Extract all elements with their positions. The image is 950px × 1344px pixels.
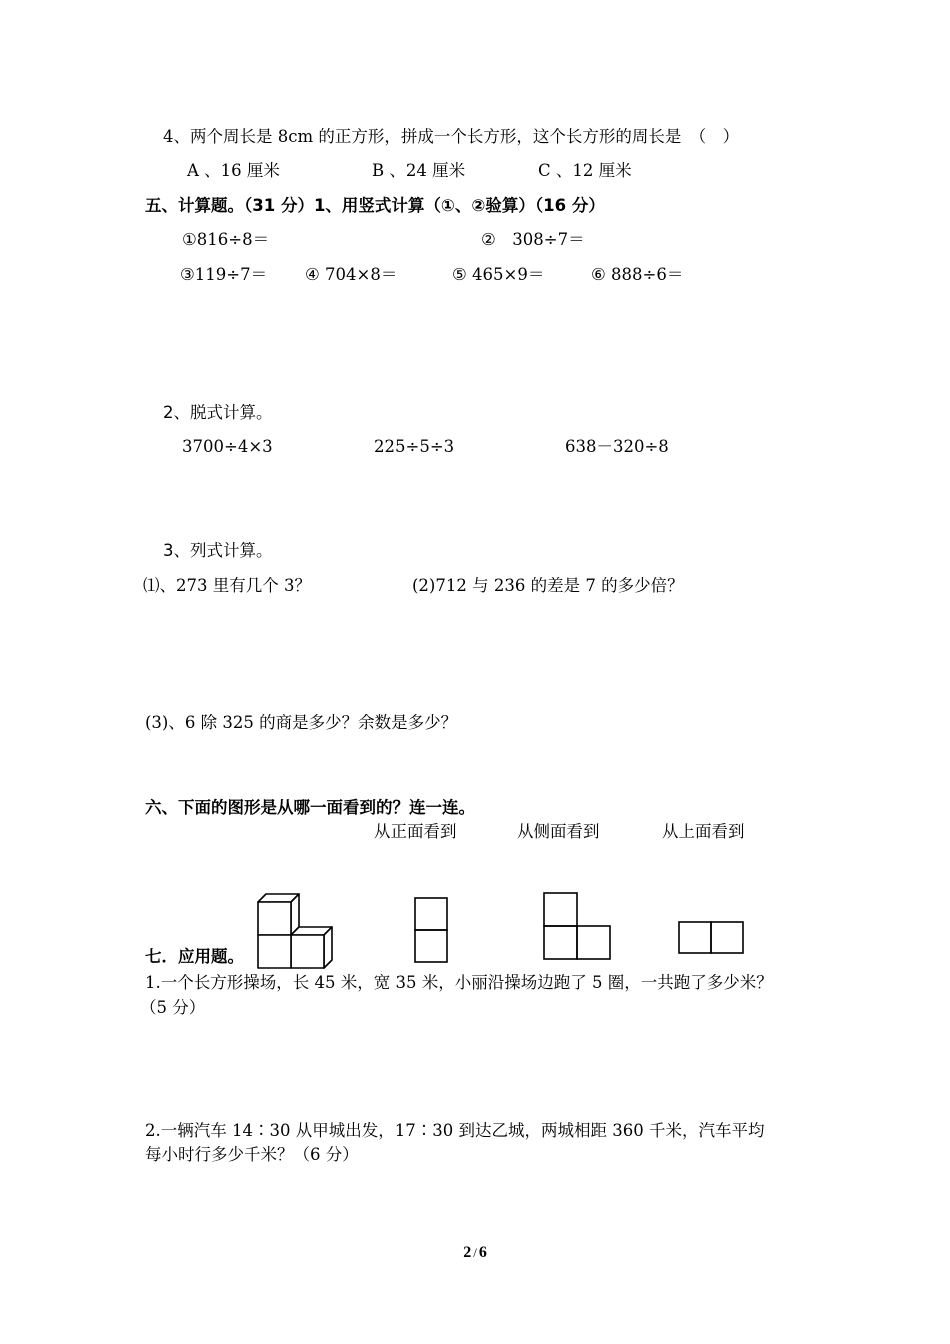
part2-item-3: 638－320÷8 (565, 437, 669, 456)
part2-title: 2、脱式计算。 (163, 403, 273, 422)
app-question-1-line1: 1.一个长方形操场，长 45 米，宽 35 米，小丽沿操场边跑了 5 圈，一共跑了多少米？ (145, 973, 773, 992)
part2-item-2: 225÷5÷3 (374, 437, 455, 456)
part3-question-2: (2)712 与 236 的差是 7 的多少倍？ (412, 576, 684, 595)
calc-item-3: ③119÷7＝ (180, 265, 268, 284)
calc-item-1: ①816÷8＝ (182, 230, 270, 249)
cube-stack-figure (255, 890, 337, 970)
part3-title: 3、列式计算。 (163, 541, 273, 560)
q4-option-c: C 、12 厘米 (538, 161, 632, 180)
calc-item-6: ⑥ 888÷6＝ (591, 265, 684, 284)
part3-question-3: (3)、6 除 325 的商是多少？余数是多少？ (145, 713, 458, 732)
page-current: 2 (463, 1244, 472, 1261)
view-figure-l-shape (542, 891, 612, 961)
q4-question: 4、两个周长是 8cm 的正方形，拼成一个长方形，这个长方形的周长是 （ ） (163, 127, 740, 146)
view-figure-vertical (413, 896, 449, 964)
calc-item-4: ④ 704×8＝ (305, 265, 398, 284)
view-label-front: 从正面看到 (374, 822, 457, 841)
calc-item-5: ⑤ 465×9＝ (452, 265, 545, 284)
app-question-1-line2: （5 分） (140, 998, 206, 1017)
calc-item-2: ② 308÷7＝ (481, 230, 585, 249)
section7-heading: 七．应用题。 (145, 947, 244, 966)
part2-item-1: 3700÷4×3 (182, 437, 273, 456)
view-label-side: 从侧面看到 (517, 822, 600, 841)
page-total: 6 (478, 1244, 487, 1261)
page-number (0, 1244, 950, 1262)
app-question-2-line2: 每小时行多少千米？（6 分） (145, 1145, 359, 1164)
page-separator: / (473, 1245, 477, 1260)
part3-question-1: ⑴、273 里有几个 3？ (143, 576, 311, 595)
section6-heading: 六、下面的图形是从哪一面看到的？连一连。 (145, 798, 475, 817)
view-figure-horizontal (677, 920, 745, 955)
q4-option-b: B 、24 厘米 (372, 161, 466, 180)
app-question-2-line1: 2.一辆汽车 14∶30 从甲城出发，17∶30 到达乙城，两城相距 360 千米，汽车平均 (145, 1121, 765, 1140)
section5-heading: 五、计算题。（31 分）1、用竖式计算（①、②验算）（16 分） (145, 196, 605, 215)
view-label-top: 从上面看到 (662, 822, 745, 841)
q4-option-a: A 、16 厘米 (187, 161, 280, 180)
